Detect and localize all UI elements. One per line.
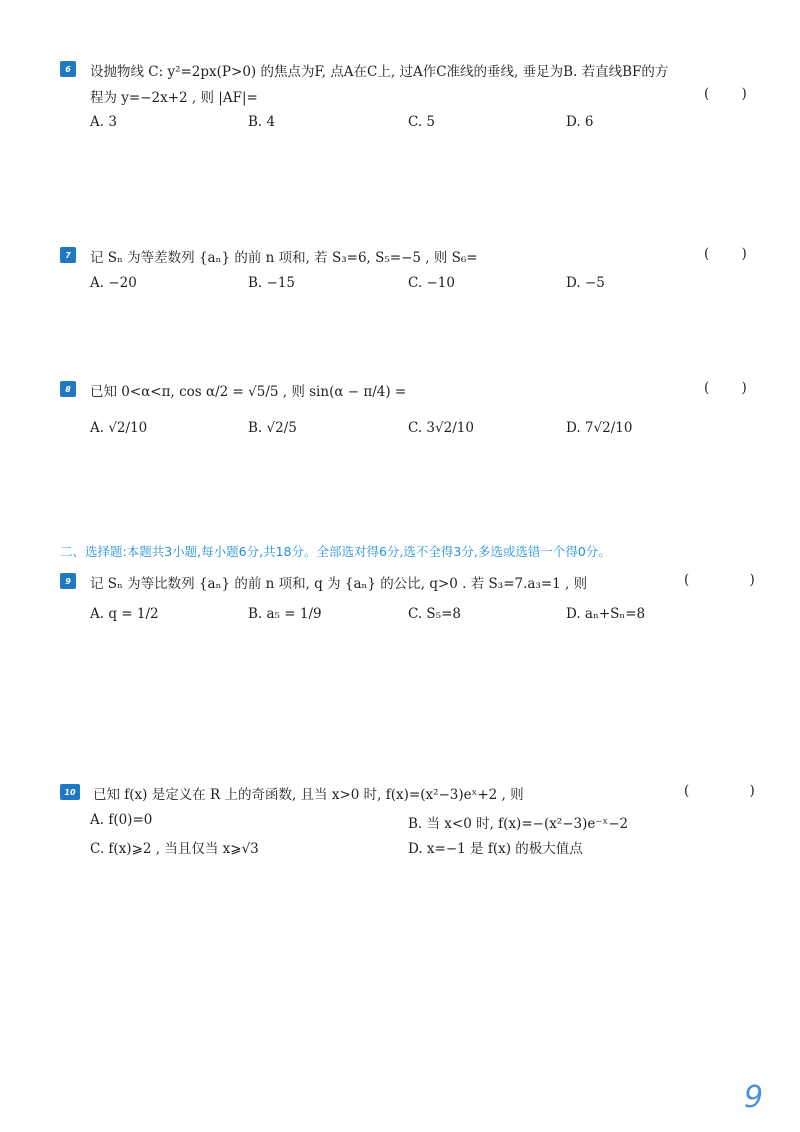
option-d: D. −5 — [566, 275, 605, 291]
option-a: A. −20 — [90, 275, 137, 291]
option-a: A. √2/10 — [90, 420, 148, 436]
option-d: D. 6 — [566, 114, 594, 130]
option-b: B. 当 x<0 时, f(x)=−(x²−3)e⁻ˣ−2 — [408, 816, 629, 832]
option-d: D. aₙ+Sₙ=8 — [566, 606, 646, 622]
answer-bracket: ( ) — [684, 572, 783, 588]
question-number-badge: 9 — [60, 573, 76, 589]
option-c: C. −10 — [408, 275, 455, 291]
option-a: A. 3 — [90, 114, 117, 130]
section-header: 二、选择题:本题共3小题,每小题6分,共18分。全部选对得6分,选不全得3分,多选或选错一个得0分。 — [60, 544, 611, 559]
option-c: C. 5 — [408, 114, 436, 130]
question-number-badge: 6 — [60, 61, 76, 77]
question-8-stem: 已知 0<α<π, cos α/2 = √5/5 , 则 sin(α − π/4) = — [90, 384, 407, 400]
option-a: A. q = 1/2 — [90, 606, 159, 622]
option-c: C. f(x)⩾2 , 当且仅当 x⩾√3 — [90, 841, 259, 857]
question-number-badge: 7 — [60, 247, 76, 263]
option-b: B. a₅ = 1/9 — [248, 606, 322, 622]
answer-bracket: ( ) — [704, 380, 761, 396]
question-number-badge: 10 — [60, 784, 80, 800]
page-number: 9 — [744, 1080, 764, 1115]
answer-bracket: ( ) — [704, 86, 761, 102]
question-9-stem: 记 Sₙ 为等比数列 {aₙ} 的前 n 项和, q 为 {aₙ} 的公比, q>0 . 若 S₃=7.a₃=1 , 则 — [90, 576, 588, 592]
question-6-stem-line2: 程为 y=−2x+2 , 则 |AF|= — [90, 90, 258, 106]
question-number-badge: 8 — [60, 381, 76, 397]
option-d: D. 7√2/10 — [566, 420, 633, 436]
question-10-stem: 已知 f(x) 是定义在 R 上的奇函数, 且当 x>0 时, f(x)=(x²−3)eˣ+2 , 则 — [93, 787, 524, 803]
option-b: B. 4 — [248, 114, 276, 130]
option-a: A. f(0)=0 — [90, 812, 153, 828]
answer-bracket: ( ) — [684, 783, 783, 799]
option-c: C. S₅=8 — [408, 606, 461, 622]
option-b: B. √2/5 — [248, 420, 297, 436]
option-b: B. −15 — [248, 275, 295, 291]
option-d: D. x=−1 是 f(x) 的极大值点 — [408, 841, 583, 857]
question-7-stem: 记 Sₙ 为等差数列 {aₙ} 的前 n 项和, 若 S₃=6, S₅=−5 , 则 S₆= — [90, 250, 478, 266]
answer-bracket: ( ) — [704, 246, 761, 262]
option-c: C. 3√2/10 — [408, 420, 474, 436]
question-6-stem-line1: 设抛物线 C: y²=2px(P>0) 的焦点为F, 点A在C上, 过A作C准线的垂线, 垂足为B. 若直线BF的方 — [90, 64, 669, 80]
